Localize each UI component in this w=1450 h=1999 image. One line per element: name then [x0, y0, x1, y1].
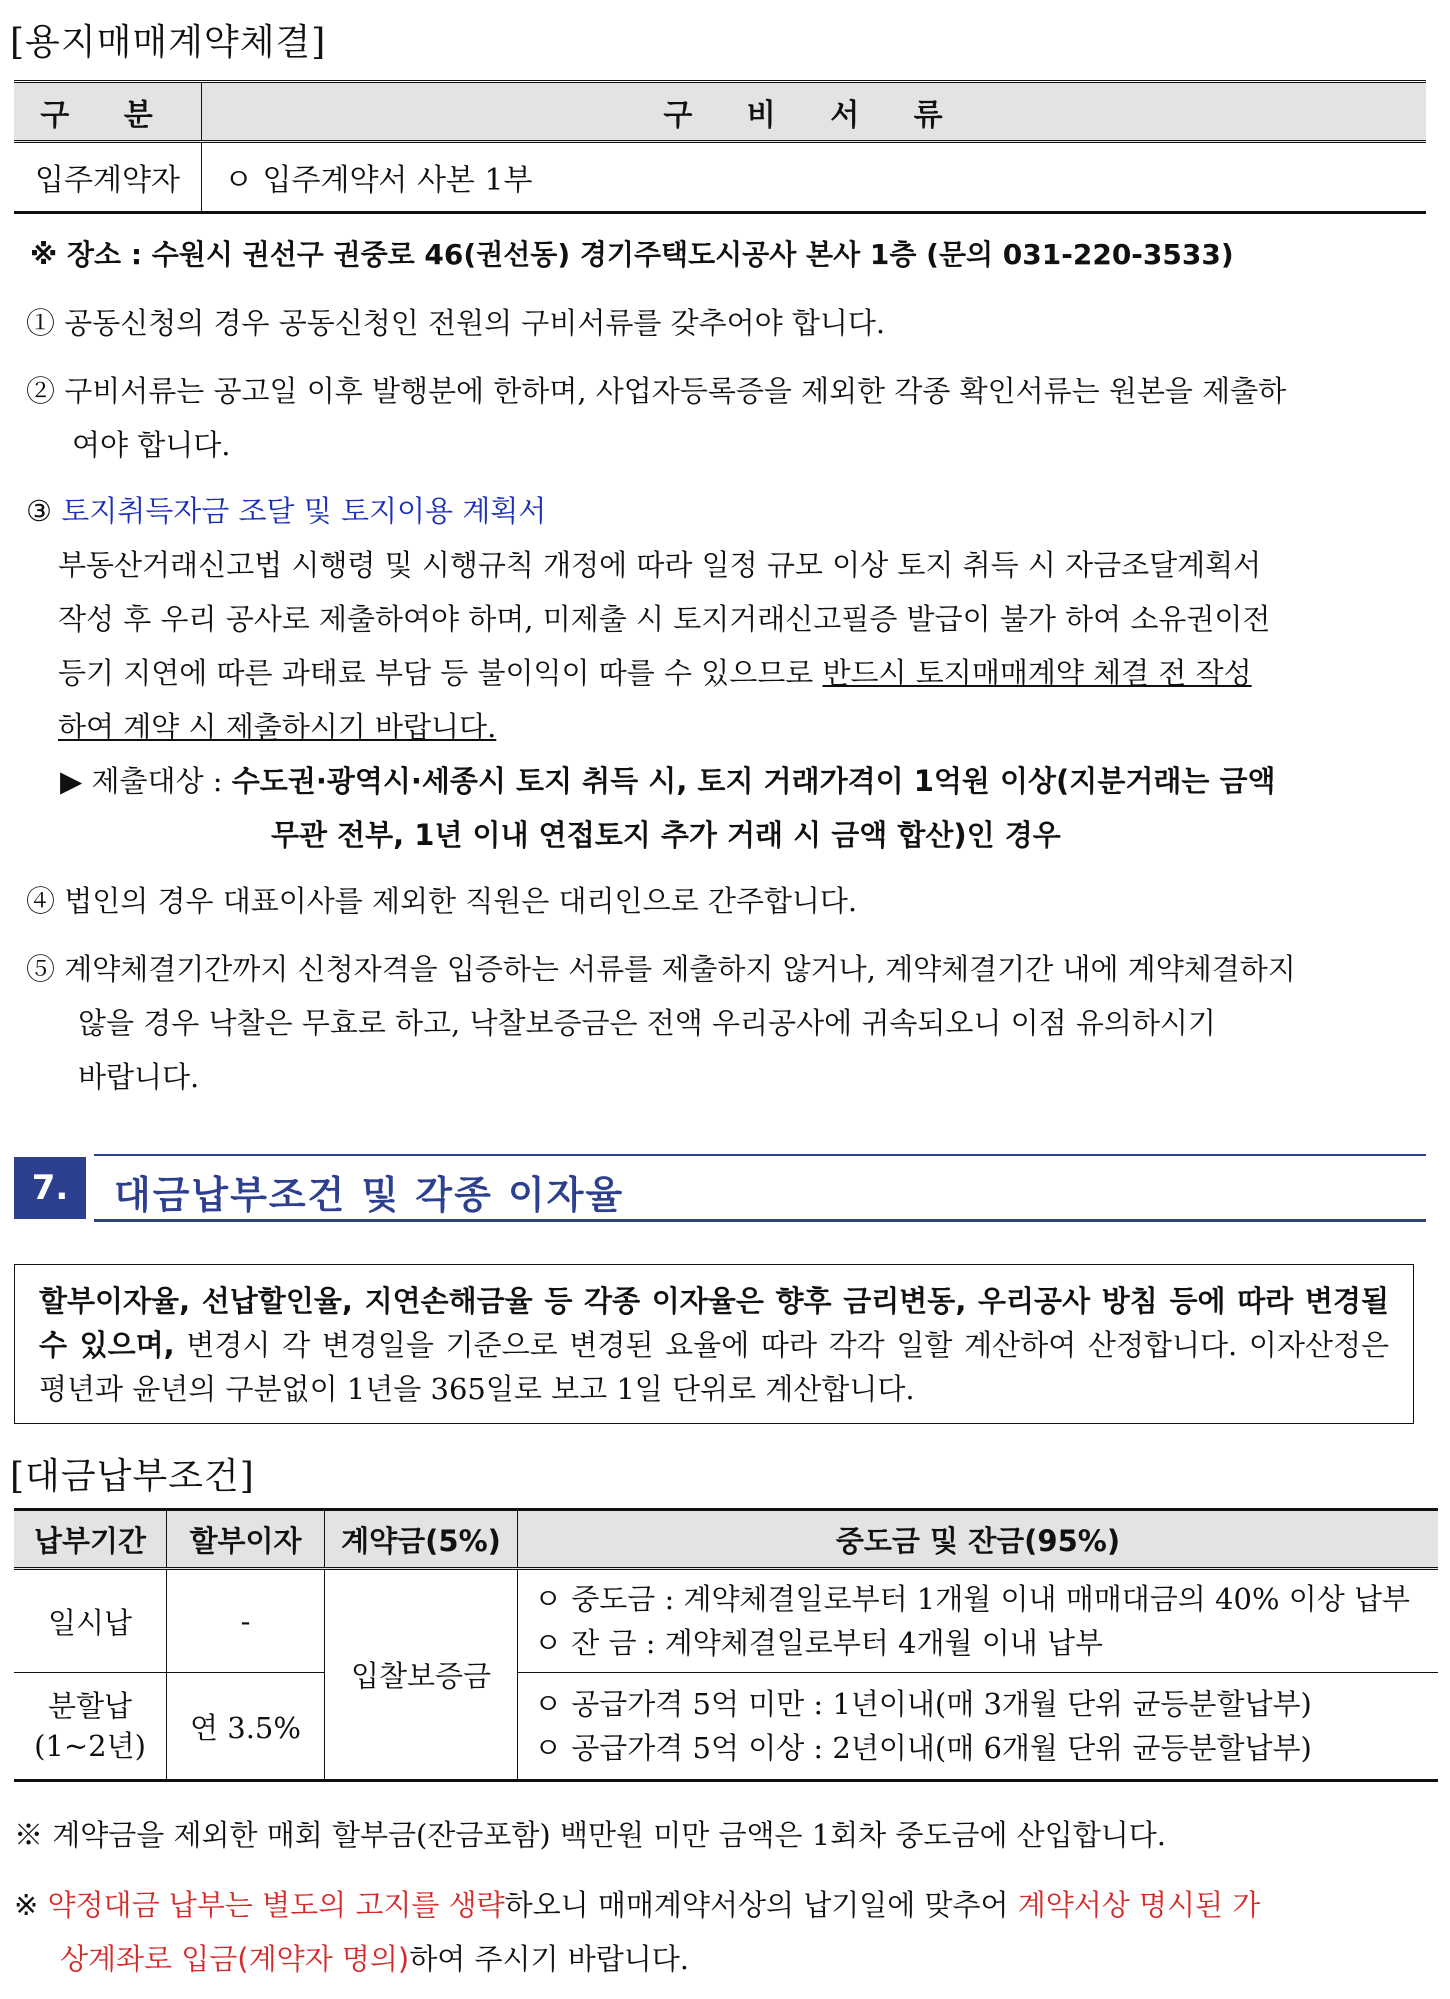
- row-value-documents: ㅇ 입주계약서 사본 1부: [202, 142, 1427, 213]
- row-installment-term-1: ㅇ 공급가격 5억 미만 : 1년이내(매 3개월 단위 균등분할납부): [534, 1687, 1312, 1721]
- row-installment-label-2: (1~2년): [34, 1729, 146, 1763]
- list-item-3-line4: 하여 계약 시 제출하시기 바랍니다.: [58, 710, 497, 744]
- interest-rate-notice-box: [14, 1264, 1414, 1424]
- row-installment-term-2: ㅇ 공급가격 5억 이상 : 2년이내(매 6개월 단위 균등분할납부): [534, 1731, 1312, 1765]
- interest-notice-bold: 할부이자율, 선납할인율, 지연손해금율 등 각종 이자율은 향후 금리변동, 우리공사 방침 등에 따라 변경될 수 있으며,: [39, 1284, 1389, 1362]
- interest-notice-text: 변경시 각 변경일을 기준으로 변경된 요율에 따라 각각 일할 계산하여 산정합니다. 이자산정은 평년과 윤년의 구분없이 1년을 365일로 보고 1일 단위로 계산합니다.: [39, 1328, 1389, 1406]
- submission-target-line2: 무관 전부, 1년 이내 연접토지 추가 거래 시 금액 합산)인 경우: [271, 818, 1061, 852]
- section-7-bottom-rule: [94, 1219, 1426, 1222]
- list-item-3-line3-underlined: 반드시 토지매매계약 체결 전 작성: [822, 656, 1252, 690]
- row-installment-label-1: 분할납: [47, 1689, 133, 1723]
- submission-target-line1: 수도권·광역시·세종시 토지 취득 시, 토지 거래가격이 1억원 이상(지분거래는 금액: [231, 764, 1276, 798]
- notice-place: ※ 장소 : 수원시 권선구 권중로 46(권선동) 경기주택도시공사 본사 1층 (문의 031-220-3533): [30, 238, 1234, 271]
- row-lumpsum-interest: -: [167, 1569, 325, 1673]
- required-documents-table: [14, 80, 1426, 214]
- table-header-period: 납부기간: [14, 1510, 167, 1569]
- submission-target-label: ▶ 제출대상 :: [60, 764, 223, 798]
- row-lumpsum-terms: [518, 1569, 1439, 1673]
- footnote-mark: ※: [14, 1888, 39, 1922]
- row-installment-terms: [518, 1673, 1439, 1781]
- footnote-installment: ※ 계약금을 제외한 매회 할부금(잔금포함) 백만원 미만 금액은 1회차 중도금에 산입합니다.: [14, 1818, 1166, 1852]
- footnote-black-1: 하오니 매매계약서상의 납기일에 맞추어: [504, 1888, 1018, 1922]
- table-header-documents: 구 비 서 류: [202, 82, 1427, 142]
- list-item-2: [26, 364, 1436, 472]
- list-item-4: ④ 법인의 경우 대표이사를 제외한 직원은 대리인으로 간주합니다.: [26, 884, 858, 918]
- section-7-top-rule: [94, 1154, 1426, 1156]
- list-item-3-line1: 부동산거래신고법 시행령 및 시행규칙 개정에 따라 일정 규모 이상 토지 취득 시 자금조달계획서: [58, 548, 1262, 582]
- deposit-cell: 입찰보증금: [325, 1569, 518, 1781]
- row-installment-interest: 연 3.5%: [167, 1673, 325, 1781]
- section-heading-payment-terms: [대금납부조건]: [10, 1456, 255, 1497]
- table-row: [14, 142, 1426, 213]
- row-installment-label: [14, 1673, 167, 1781]
- table-header-category: 구 분: [14, 82, 202, 142]
- list-item-5: [26, 942, 1436, 1104]
- table-header-interest: 할부이자: [167, 1510, 325, 1569]
- table-row: [14, 1673, 1438, 1781]
- list-item-3-line2: 작성 후 우리 공사로 제출하여야 하며, 미제출 시 토지거래신고필증 발급이 불가 하여 소유권이전: [58, 602, 1271, 636]
- list-item-3-title: 토지취득자금 조달 및 토지이용 계획서: [61, 494, 547, 528]
- footnote-red-3: 상계좌로 입금(계약자 명의): [60, 1942, 410, 1976]
- row-lumpsum-label: 일시납: [14, 1569, 167, 1673]
- footnote-payment-notice: [14, 1878, 1434, 1986]
- section-heading-land-contract: [용지매매계약체결]: [10, 22, 327, 63]
- list-item-1: ① 공동신청의 경우 공동신청인 전원의 구비서류를 갖추어야 합니다.: [26, 306, 886, 340]
- footnote-black-2: 하여 주시기 바랍니다.: [409, 1942, 690, 1976]
- table-row: [14, 1569, 1438, 1673]
- list-item-3-number: ③: [26, 494, 52, 528]
- list-item-3-line3: 등기 지연에 따른 과태료 부담 등 불이익이 따를 수 있으므로: [58, 656, 823, 690]
- row-label-contractor: 입주계약자: [14, 142, 202, 213]
- list-item-2-line2: 여야 합니다.: [72, 428, 231, 462]
- list-item-5-line3: 바랍니다.: [78, 1060, 200, 1094]
- list-item-3: [26, 484, 1436, 862]
- row-lumpsum-term-2: ㅇ 잔 금 : 계약체결일로부터 4개월 이내 납부: [534, 1626, 1103, 1660]
- section-7-number: 7.: [14, 1157, 86, 1219]
- list-item-2-line1: ② 구비서류는 공고일 이후 발행분에 한하며, 사업자등록증을 제외한 각종 확인서류는 원본을 제출하: [26, 374, 1287, 408]
- list-item-5-line1: ⑤ 계약체결기간까지 신청자격을 입증하는 서류를 제출하지 않거나, 계약체결기간 내에 계약체결하지: [26, 952, 1296, 986]
- table-header-deposit: 계약금(5%): [325, 1510, 518, 1569]
- footnote-red-2: 계약서상 명시된 가: [1017, 1888, 1261, 1922]
- section-7-title: 대금납부조건 및 각종 이자율: [114, 1173, 625, 1217]
- footnote-red-1: 약정대금 납부는 별도의 고지를 생략: [47, 1888, 505, 1922]
- row-lumpsum-term-1: ㅇ 중도금 : 계약체결일로부터 1개월 이내 매매대금의 40% 이상 납부: [534, 1582, 1410, 1616]
- payment-terms-table: [14, 1508, 1438, 1782]
- table-header-balance: 중도금 및 잔금(95%): [518, 1510, 1439, 1569]
- list-item-5-line2: 않을 경우 낙찰은 무효로 하고, 낙찰보증금은 전액 우리공사에 귀속되오니 이점 유의하시기: [78, 1006, 1216, 1040]
